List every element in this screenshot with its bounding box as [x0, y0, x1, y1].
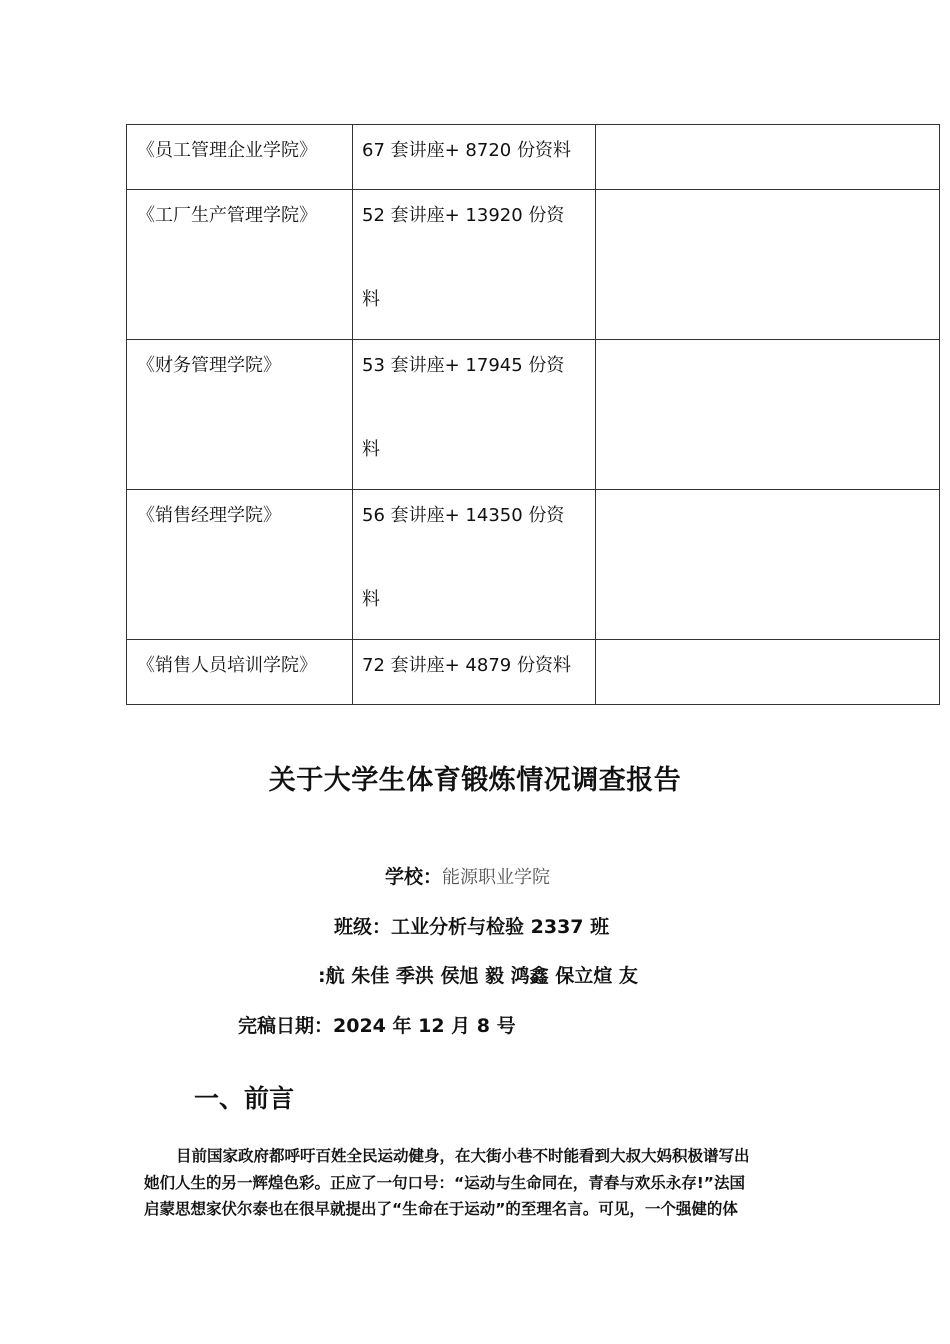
table-row: [127, 125, 940, 190]
table-cell-content: [353, 640, 596, 705]
row-name: 《财务管理学院》: [137, 355, 281, 376]
table-cell-content: [353, 490, 596, 640]
row-content-line: 53 套讲座+ 17945 份资: [362, 355, 565, 376]
row-note: [596, 340, 939, 357]
date-label: 完稿日期：: [238, 1015, 334, 1037]
row-name: 《员工管理企业学院》: [137, 140, 317, 161]
table-cell-content: [353, 340, 596, 490]
row-content-line: 料: [362, 439, 380, 460]
row-note: [596, 125, 939, 142]
class-value: 工业分析与检验 2337 班: [391, 916, 610, 938]
table-cell-note: [596, 125, 940, 190]
paragraph-line: 她们人生的另一辉煌色彩。正应了一句口号：“运动与生命同在，青春与欢乐永存!”法国: [144, 1173, 745, 1192]
paragraph-line: 启蒙思想家伏尔泰也在很早就提出了“生命在于运动”的至理名言。可见，一个强健的体: [144, 1200, 738, 1218]
course-table: [126, 124, 940, 705]
table-cell-note: [596, 490, 940, 640]
row-content-line: 67 套讲座+ 8720 份资料: [362, 140, 571, 161]
body-paragraph: [144, 1143, 804, 1223]
table-cell-note: [596, 190, 940, 340]
members-line: :航 朱佳 季洪 侯旭 毅 鸿鑫 保立煊 友: [318, 965, 638, 987]
school-label: 学校：: [385, 866, 443, 888]
paragraph-line: 目前国家政府都呼吁百姓全民运动健身，在大街小巷不时能看到大叔大妈积极谱写出: [176, 1147, 750, 1165]
row-content-line: 52 套讲座+ 13920 份资: [362, 205, 565, 226]
table-cell-note: [596, 340, 940, 490]
table-cell-name: [127, 640, 353, 705]
table-row: [127, 190, 940, 340]
table-cell-content: [353, 190, 596, 340]
table-cell-note: [596, 640, 940, 705]
table-cell-name: [127, 125, 353, 190]
date-line: [238, 1011, 516, 1038]
table-cell-name: [127, 490, 353, 640]
table-cell-content: [353, 125, 596, 190]
row-name: 《销售人员培训学院》: [137, 655, 317, 676]
report-title: 关于大学生体育锻炼情况调查报告: [268, 765, 682, 796]
row-name: 《销售经理学院》: [137, 505, 281, 526]
table-row: [127, 490, 940, 640]
row-note: [596, 490, 939, 507]
row-name: 《工厂生产管理学院》: [137, 205, 317, 226]
table-cell-name: [127, 190, 353, 340]
school-value: 能源职业学院: [442, 867, 551, 888]
row-note: [596, 640, 939, 657]
table-cell-name: [127, 340, 353, 490]
row-content-line: 72 套讲座+ 4879 份资料: [362, 655, 571, 676]
date-value: 2024 年 12 月 8 号: [333, 1015, 516, 1037]
table-row: [127, 640, 940, 705]
row-content-line: 料: [362, 289, 380, 310]
class-line: [334, 912, 609, 939]
class-label: 班级：: [334, 916, 392, 938]
row-content-line: 料: [362, 589, 380, 610]
table-row: [127, 340, 940, 490]
row-note: [596, 190, 939, 207]
section-heading: 一、前言: [194, 1084, 295, 1113]
school-line: [385, 862, 550, 889]
row-content-line: 56 套讲座+ 14350 份资: [362, 505, 565, 526]
